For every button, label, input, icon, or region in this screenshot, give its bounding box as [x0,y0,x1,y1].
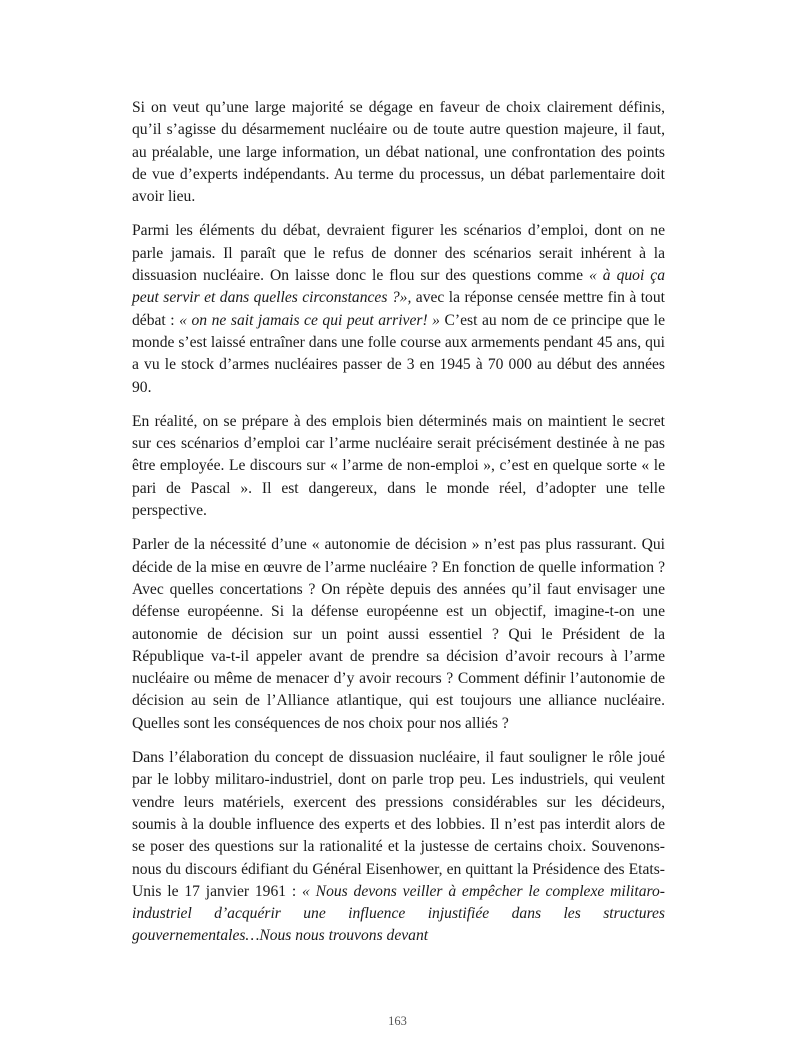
paragraph-text: Dans l’élaboration du concept de dissuasion nucléaire, il faut souligner le rôle joué par le lobby militaro-industriel, dont on parle trop peu. Les industriels, qui veulent vendre leurs matériels, exercent des pressions considérables sur les décideurs, soumis à la double influence des experts et des lobbies. Il n’est pas interdit alors de se poser des questions sur la rationalité et la justesse de certains choix. Souvenons-nous du discours édifiant du Général Eisenhower, en quittant la Présidence des Etats-Unis le 17 janvier 1961 : [132,749,665,900]
page-number: 163 [388,1014,407,1028]
paragraph-consensus [132,97,665,208]
paragraph-text: Parmi les éléments du débat, devraient figurer les scénarios d’emploi, dont on ne parle jamais. Il paraît que le refus de donner des scénarios serait inhérent à la dissuasion nucléaire. On laisse donc le flou sur des questions comme [132,222,665,285]
paragraph-reality [132,411,665,522]
italic-quote: « on ne sait jamais ce qui peut arriver! » [179,311,440,329]
body-text [132,97,665,960]
paragraph-text: Si on veut qu’une large majorité se dégage en faveur de choix clairement définis, qu’il s’agisse du désarmement nucléaire ou de toute autre question majeure, il faut, au préalable, une large information, un débat national, une confrontation des points de vue d’experts indépendants. Au terme du processus, un débat parlementaire doit avoir lieu. [132,99,665,206]
paragraph-text: En réalité, on se prépare à des emplois bien déterminés mais on maintient le secret sur ces scénarios d’emploi car l’arme nucléaire serait précisément destinée à ne pas être employée. Le discours sur « l’arme de non-emploi », c’est en quelque sorte « le pari de Pascal ». Il est dangereux, dans le monde réel, d’adopter une telle perspective. [132,412,665,520]
italic-quote: « à quoi ça peut servir et dans quelles circonstances ?», [132,267,665,307]
paragraph-scenarios [132,220,665,398]
paragraph-lobby [132,747,665,948]
paragraph-text: C’est au nom de ce principe que le monde s’est laissé entraîner dans une folle course aux armements pendant 45 ans, qui a vu le stock d’armes nucléaires passer de 3 en 1945 à 70 000 au début des années 90. [132,311,665,396]
italic-quote: « Nous devons veiller à empêcher le complexe militaro-industriel d’acquérir une influence injustifiée dans les structures gouvernementales…Nous nous trouvons devant [132,882,665,945]
paragraph-text: avec la réponse censée mettre fin à tout débat : [132,289,665,329]
paragraph-text: Parler de la nécessité d’une « autonomie de décision » n’est pas plus rassurant. Qui décide de la mise en œuvre de l’arme nucléaire ? En fonction de quelle information ? Avec quelles concertations ? On répète depuis des années qu’il faut envisager une défense européenne. Si la défense européenne est un objectif, imagine-t-on une autonomie de décision sur un point aussi essentiel ? Qui le Président de la République va-t-il appeler avant de prendre sa décision d’avoir recours à l’arme nucléaire ou même de menacer d’y avoir recours ? Comment définir l’autonomie de décision au sein de l’Alliance atlantique, qui est toujours une alliance nucléaire. Quelles sont les conséquences de nos choix pour nos alliés ? [132,536,665,732]
paragraph-autonomy [132,534,665,735]
